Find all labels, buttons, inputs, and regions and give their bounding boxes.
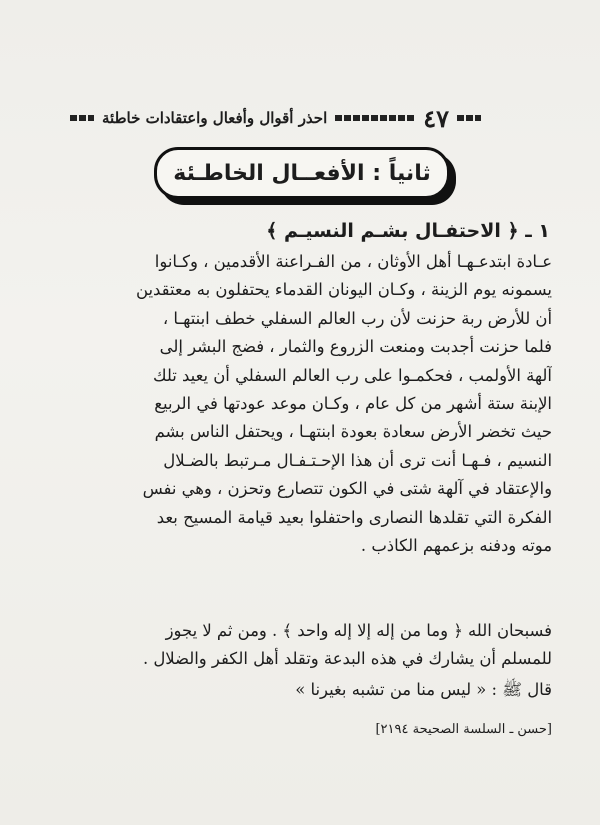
hadith-quote: قال ﷺ : « ليس منا من تشبه بغيرنا »	[295, 680, 552, 699]
text-line: للمسلم أن يشارك في هذه البدعة وتقلد أهل الكفر والضلال .	[142, 649, 552, 669]
text-line: فسبحان الله ﴿ وما من إله إلا إله واحد ﴾ . ومن ثم لا يجوز	[165, 621, 552, 640]
chapter-heading-banner	[150, 147, 450, 199]
text-line: حيث تخضر الأرض سعادة بعودة ابنتهـا ، ويحتفل الناس بشم	[154, 422, 552, 442]
text-line: فلما حزنت أجدبت ومنعت الزروع والثمار ، فضج البشر إلى	[159, 337, 552, 357]
running-header	[70, 103, 530, 133]
header-ornament-left	[457, 115, 481, 121]
text-line: آلهة الأولمب ، فحكمـوا على رب العالم السفلي أن يعيد تلك	[153, 365, 552, 385]
text-line: الفكرة التي تقلدها النصارى واحتفلوا بعيد قيامة المسيح بعد	[156, 507, 552, 527]
text-line: النسيم ، فـهـا أنت ترى أن هذا الإحـتـفـال مـرتبط بالضـلال	[163, 450, 552, 470]
header-ornament-right	[70, 115, 94, 121]
section-title: ١ ـ ﴿ الاحتفـال بشـم النسيـم ﴾	[266, 220, 550, 242]
text-line: والإعتقاد في آلهة شتى في الكون تتصارع وتحزن ، وهي نفس	[142, 479, 552, 499]
paragraph-1	[40, 248, 552, 560]
text-line: يسمونه يوم الزينة ، وكـان اليونان القدماء يحتفلون به معتقدين	[136, 280, 552, 300]
header-title: احذر أقوال وأفعال واعتقادات خاطئة	[102, 109, 328, 127]
text-line: موته ودفنه بزعمهم الكاذب .	[360, 536, 552, 556]
text-line: الإبنة ستة أشهر من كل عام ، وكـان موعد عودتها في الربيع	[154, 394, 552, 414]
hadith-source: [حسن ـ السلسة الصحيحة ٢١٩٤]	[375, 722, 552, 737]
chapter-heading: ثانياً : الأفعــال الخاطـئة	[154, 147, 450, 199]
text-line: عـادة ابتدعـهـا أهل الأوثان ، من الفـراعنة الأقدمين ، وكـانوا	[154, 252, 552, 271]
header-ornament-middle	[335, 115, 415, 121]
page-number: ٤٧	[423, 103, 450, 133]
text-line: أن للأرض ربة حزنت لأن رب العالم السفلي خطف ابنتهـا ،	[162, 308, 552, 328]
paragraph-2	[40, 617, 552, 674]
